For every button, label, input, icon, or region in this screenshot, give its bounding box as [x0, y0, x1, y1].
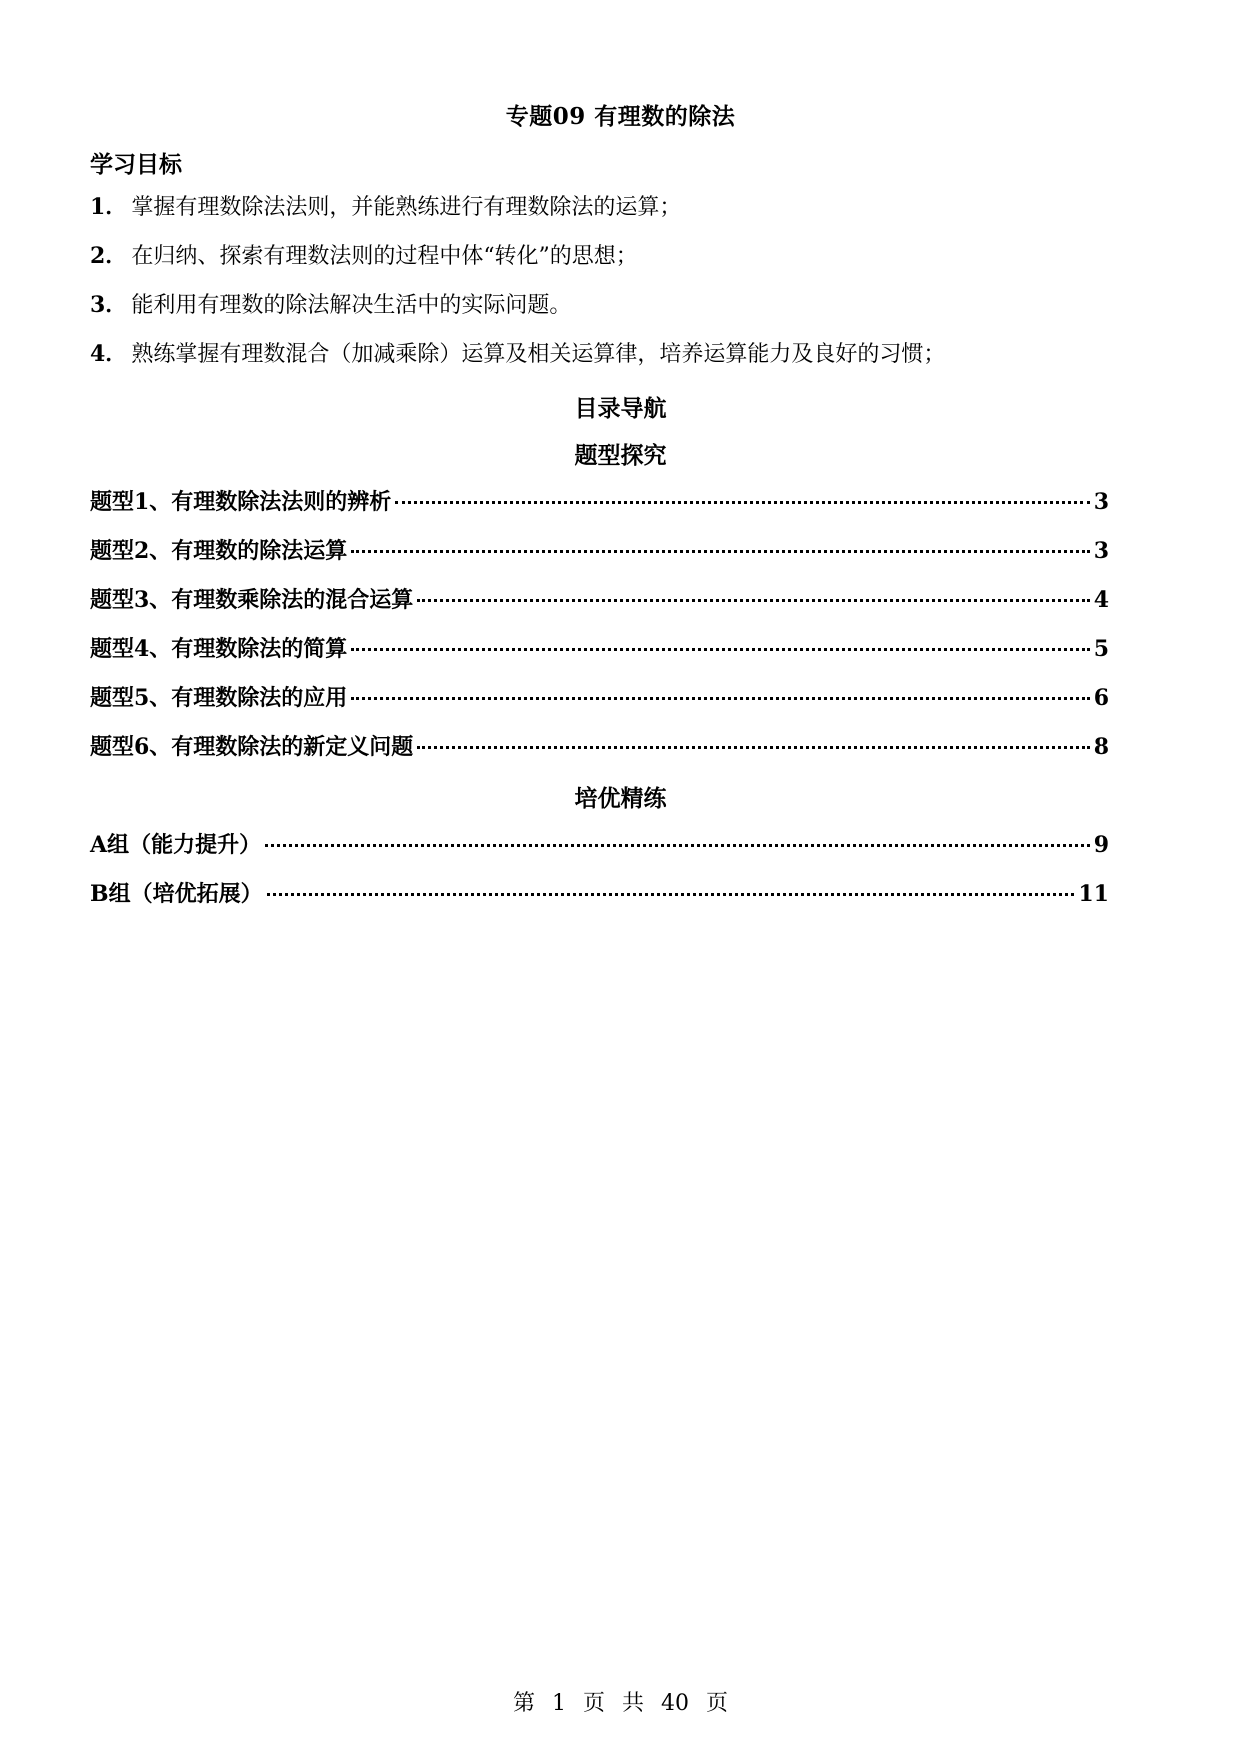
- objective-text: 掌握有理数除法法则，并能熟练进行有理数除法的运算；: [131, 195, 682, 220]
- objective-number: 3．: [90, 292, 128, 318]
- toc-entry-page[interactable]: 3: [1093, 538, 1109, 564]
- toc-leader-dots: [417, 746, 1089, 749]
- toc-entry[interactable]: [90, 732, 1109, 781]
- toc-entry-label[interactable]: 题型6、有理数除法的新定义问题: [90, 734, 414, 760]
- toc-entry-page[interactable]: 3: [1093, 489, 1109, 515]
- toc-leader-dots: [395, 501, 1089, 504]
- objective-number: 2．: [90, 243, 128, 269]
- toc-entry-page[interactable]: 8: [1093, 734, 1109, 760]
- toc-entry-page[interactable]: 4: [1093, 587, 1109, 613]
- objective-item: [90, 192, 1150, 241]
- objective-text: 熟练掌握有理数混合（加减乘除）运算及相关运算律，培养运算能力及良好的习惯；: [131, 342, 946, 367]
- toc-entry[interactable]: [90, 634, 1109, 683]
- toc-entry-label[interactable]: A组（能力提升）: [90, 832, 262, 858]
- document-title: 专题09 有理数的除法: [505, 103, 736, 130]
- objective-item: [90, 339, 1150, 388]
- toc-list-practice: [90, 830, 1109, 928]
- objective-item: [90, 241, 1150, 290]
- toc-entry-page[interactable]: 6: [1093, 685, 1109, 711]
- toc-entry-label[interactable]: 题型2、有理数的除法运算: [90, 538, 348, 564]
- toc-entry-label[interactable]: 题型5、有理数除法的应用: [90, 685, 348, 711]
- toc-leader-dots: [267, 893, 1075, 896]
- toc-section-heading: 培优精练: [574, 785, 667, 812]
- objective-text: 在归纳、探索有理数法则的过程中体“转化”的思想；: [131, 244, 638, 269]
- page-footer: 第 1 页 共 40 页: [513, 1691, 728, 1716]
- toc-entry[interactable]: [90, 585, 1109, 634]
- toc-entry-page[interactable]: 5: [1093, 636, 1109, 662]
- toc-entry-label[interactable]: 题型1、有理数除法法则的辨析: [90, 489, 392, 515]
- toc-list-question-types: [90, 487, 1109, 781]
- objective-item: [90, 290, 1150, 339]
- toc-entry-label[interactable]: 题型3、有理数乘除法的混合运算: [90, 587, 414, 613]
- toc-entry-label[interactable]: B组（培优拓展）: [90, 881, 263, 907]
- toc-entry[interactable]: [90, 536, 1109, 585]
- toc-entry-label[interactable]: 题型4、有理数除法的简算: [90, 636, 348, 662]
- objectives-heading: 学习目标: [90, 151, 182, 178]
- toc-entry[interactable]: [90, 487, 1109, 536]
- toc-entry[interactable]: [90, 683, 1109, 732]
- toc-section-heading: 题型探究: [574, 442, 667, 469]
- objectives-list: [90, 192, 1150, 388]
- toc-leader-dots: [417, 599, 1089, 602]
- toc-leader-dots: [351, 550, 1089, 553]
- toc-leader-dots: [351, 648, 1089, 651]
- toc-entry[interactable]: [90, 879, 1109, 928]
- toc-entry-page[interactable]: 9: [1093, 832, 1109, 858]
- toc-heading: 目录导航: [574, 395, 667, 422]
- toc-entry[interactable]: [90, 830, 1109, 879]
- objective-number: 1．: [90, 194, 128, 220]
- toc-entry-page[interactable]: 11: [1078, 881, 1109, 907]
- toc-leader-dots: [351, 697, 1089, 700]
- objective-text: 能利用有理数的除法解决生活中的实际问题。: [131, 293, 572, 318]
- objective-number: 4．: [90, 341, 128, 367]
- toc-leader-dots: [265, 844, 1090, 847]
